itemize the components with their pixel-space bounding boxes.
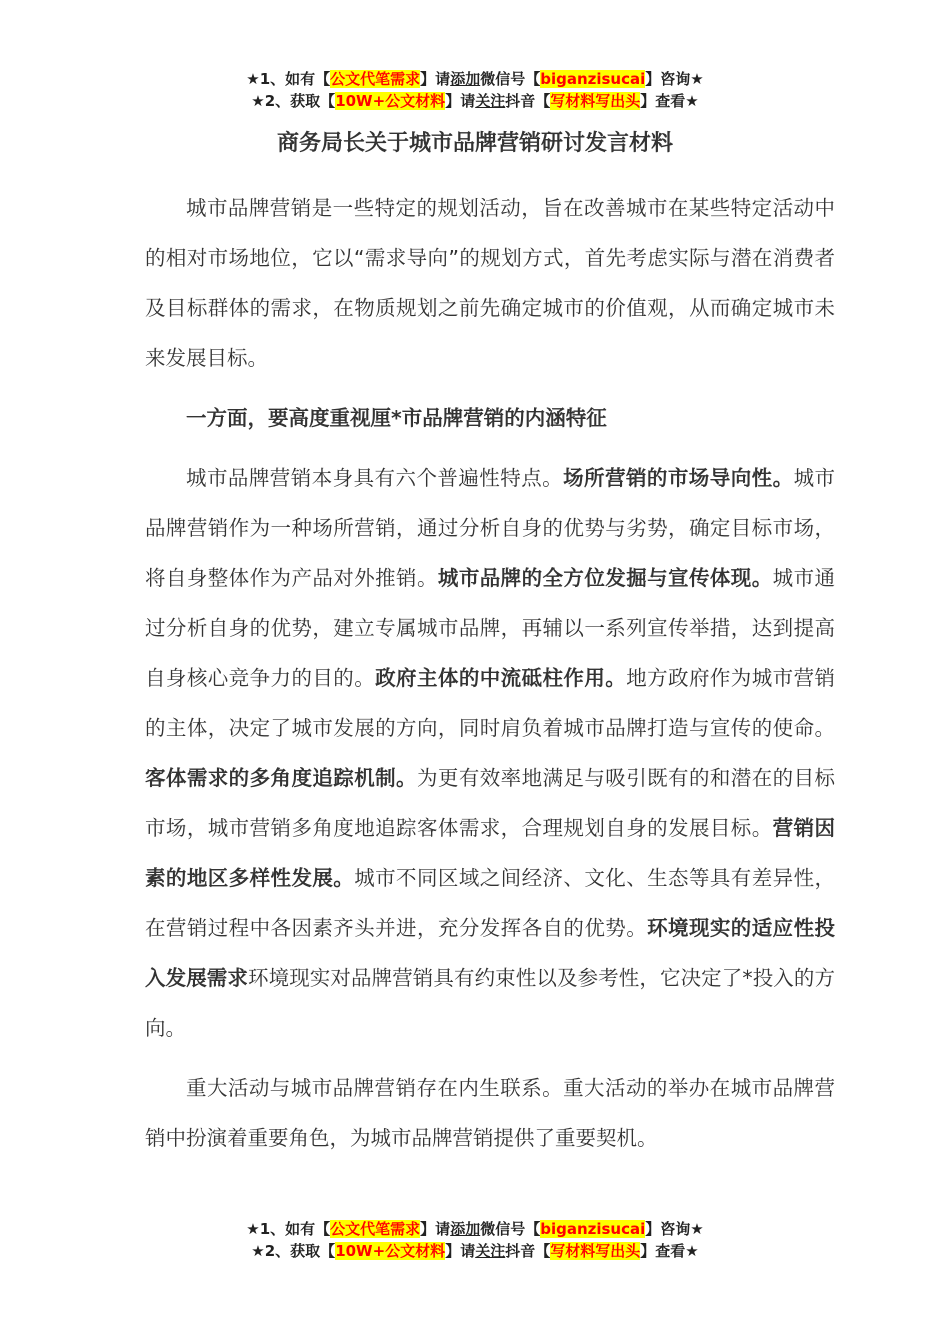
banner-line-2	[0, 90, 950, 112]
paragraph-text: 城市品牌营销作为一种场所营销，通过分析自身的优势与劣势，确定目标市场，将自身整体作为产品对外推销。	[145, 466, 836, 590]
banner-text: 】请	[445, 92, 476, 110]
banner-douyin-id: 写材料写出头	[550, 1242, 641, 1260]
bold-phrase: 环境现实的适应性投入发展需求	[145, 916, 835, 990]
banner-underline: 关注	[475, 1242, 506, 1260]
paragraph-text: 环境现实对品牌营销具有约束性以及参考性，它决定了*投入的方向。	[145, 966, 836, 1040]
intro-paragraph: 城市品牌营销是一些特定的规划活动，旨在改善城市在某些特定活动中的相对市场地位，它以“需求导向”的规划方式，首先考虑实际与潜在消费者及目标群体的需求，在物质规划之前先确定城市的价值观，从而确定城市未来发展目标。	[145, 196, 835, 370]
bold-phrase: 营销因素的地区多样性发展。	[145, 816, 835, 890]
banner-underline: 关注	[475, 92, 506, 110]
banner-highlight: 10W+公文材料	[335, 92, 446, 110]
bottom-banner	[0, 1218, 950, 1262]
banner-text: 抖音【	[505, 1242, 551, 1260]
banner-underline: 添加	[450, 1220, 481, 1238]
top-banner	[0, 68, 950, 112]
banner-text: ★1、如有【	[246, 1220, 331, 1238]
banner-text: 】请	[445, 1242, 476, 1260]
banner-underline: 添加	[450, 70, 481, 88]
document-title: 商务局长关于城市品牌营销研讨发言材料	[276, 131, 673, 156]
section-heading: 一方面，要高度重视厘*市品牌营销的内涵特征	[186, 406, 607, 430]
bold-phrase: 城市品牌的全方位发掘与宣传体现。	[437, 566, 773, 590]
banner-line-1	[0, 1218, 950, 1240]
bold-phrase: 政府主体的中流砥柱作用。	[375, 666, 627, 690]
banner-text: 微信号【	[480, 70, 541, 88]
paragraph-text: 城市不同区域之间经济、文化、生态等具有差异性，在营销过程中各因素齐头并进，充分发挥各自的优势。	[145, 866, 835, 940]
banner-wechat-id: biganzisucai	[540, 1220, 646, 1238]
banner-text: 】查看★	[640, 92, 699, 110]
events-paragraph: 重大活动与城市品牌营销存在内生联系。重大活动的举办在城市品牌营销中扮演着重要角色，为城市品牌营销提供了重要契机。	[145, 1076, 835, 1150]
banner-text: ★2、获取【	[251, 1242, 336, 1260]
banner-highlight: 公文代笔需求	[330, 1220, 421, 1238]
banner-text: 】咨询★	[645, 70, 704, 88]
banner-highlight: 10W+公文材料	[335, 1242, 446, 1260]
banner-text: 微信号【	[480, 1220, 541, 1238]
banner-text: 】请	[420, 70, 451, 88]
bold-phrase: 场所营销的市场导向性。	[563, 466, 794, 490]
bold-phrase: 客体需求的多角度追踪机制。	[145, 766, 417, 790]
banner-line-1	[0, 68, 950, 90]
banner-text: 抖音【	[505, 92, 551, 110]
banner-text: ★1、如有【	[246, 70, 331, 88]
paragraph-text: 城市品牌营销本身具有六个普遍性特点。	[186, 466, 564, 490]
banner-text: 】请	[420, 1220, 451, 1238]
document-body	[145, 183, 835, 1163]
paragraph-text: 为更有效率地满足与吸引既有的和潜在的目标市场，城市营销多角度地追踪客体需求，合理规划自身的发展目标。	[145, 766, 835, 840]
banner-douyin-id: 写材料写出头	[550, 92, 641, 110]
banner-wechat-id: biganzisucai	[540, 70, 646, 88]
banner-text: ★2、获取【	[251, 92, 336, 110]
features-paragraph	[145, 453, 835, 1053]
banner-line-2	[0, 1240, 950, 1262]
banner-text: 】查看★	[640, 1242, 699, 1260]
banner-text: 】咨询★	[645, 1220, 704, 1238]
banner-highlight: 公文代笔需求	[330, 70, 421, 88]
paragraph-text: 地方政府作为城市营销的主体，决定了城市发展的方向，同时肩负着城市品牌打造与宣传的使命。	[145, 666, 835, 740]
paragraph-text: 城市通过分析自身的优势，建立专属城市品牌，再辅以一系列宣传举措，达到提高自身核心竞争力的目的。	[145, 566, 835, 690]
